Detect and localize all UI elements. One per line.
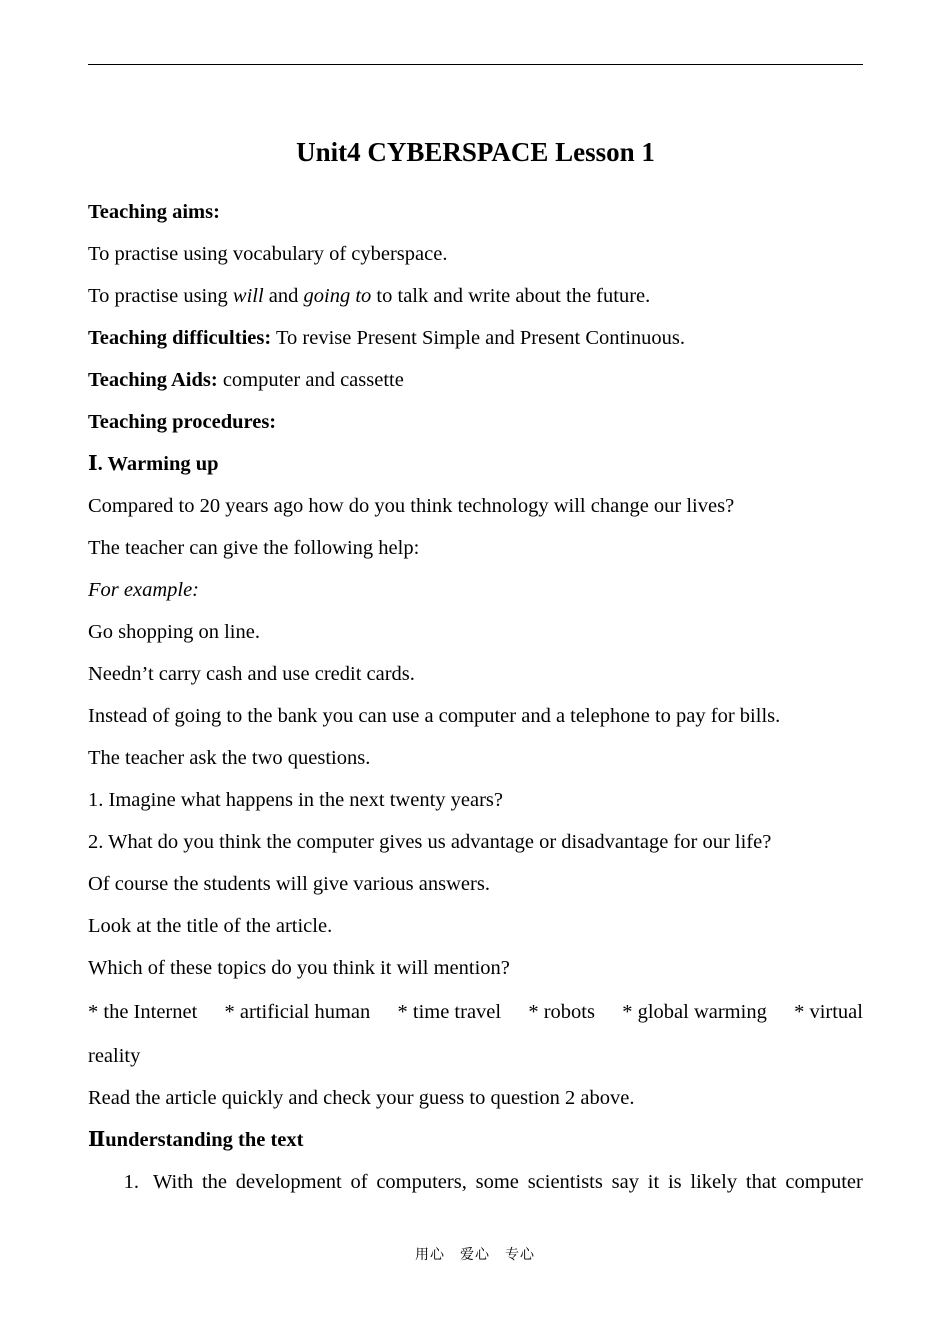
teacher-ask: The teacher ask the two questions. (88, 747, 371, 769)
read-article: Read the article quickly and check your guess to question 2 above. (88, 1087, 635, 1109)
list-item (88, 1161, 863, 1203)
page-footer: 用心 爱心 专心 (415, 1247, 535, 1263)
document-body (88, 191, 863, 1203)
difficulties-label: Teaching difficulties: (88, 327, 272, 349)
example-3: Instead of going to the bank you can use a computer and a telephone to pay for bills. (88, 705, 781, 727)
teaching-difficulties (88, 317, 863, 359)
aims-line-2 (88, 275, 863, 317)
topic-item: * global warming (622, 1001, 767, 1023)
example-label: For example: (88, 579, 199, 601)
list-item-text: With the development of computers, some scientists say it is likely that computer (153, 1171, 863, 1193)
question-2: 2. What do you think the computer gives us advantage or disadvantage for our life? (88, 831, 772, 853)
list-item-number: 1. (123, 1171, 139, 1193)
students-answers: Of course the students will give various answers. (88, 873, 490, 895)
topic-item: * artificial human (224, 1001, 371, 1023)
aims-and: and (263, 285, 304, 307)
example-2: Needn’t carry cash and use credit cards. (88, 663, 415, 685)
teaching-aims-label: Teaching aims: (88, 201, 220, 223)
aids-text: computer and cassette (217, 369, 404, 391)
question-1: 1. Imagine what happens in the next twenty years? (88, 789, 503, 811)
topic-item: * robots (528, 1001, 595, 1023)
topic-item: * time travel (397, 1001, 502, 1023)
difficulties-text: To revise Present Simple and Present Continuous. (271, 327, 686, 349)
document-title: Unit4 CYBERSPACE Lesson 1 (296, 137, 655, 167)
look-title: Look at the title of the article. (88, 915, 333, 937)
which-topics: Which of these topics do you think it will mention? (88, 957, 510, 979)
topic-item: * virtual (794, 1001, 863, 1023)
aims-line-2-pre: To practise using (88, 285, 233, 307)
topic-item: * the Internet (88, 1001, 198, 1023)
aims-line-2-post: to talk and write about the future. (371, 285, 651, 307)
section-2-heading: Ⅱunderstanding the text (88, 1129, 304, 1151)
teacher-help: The teacher can give the following help: (88, 537, 420, 559)
header-rule (88, 64, 863, 65)
aims-will: will (232, 285, 264, 307)
topics-line (88, 989, 863, 1035)
teaching-aids (88, 359, 863, 401)
section-1-heading: Ⅰ. Warming up (88, 453, 219, 475)
warmup-question: Compared to 20 years ago how do you think technology will change our lives? (88, 495, 735, 517)
aims-line-1: To practise using vocabulary of cyberspace. (88, 243, 448, 265)
aids-label: Teaching Aids: (88, 369, 218, 391)
aims-going-to: going to (303, 285, 372, 307)
procedures-label: Teaching procedures: (88, 411, 277, 433)
example-1: Go shopping on line. (88, 621, 260, 643)
topics-continuation: reality (88, 1045, 141, 1067)
